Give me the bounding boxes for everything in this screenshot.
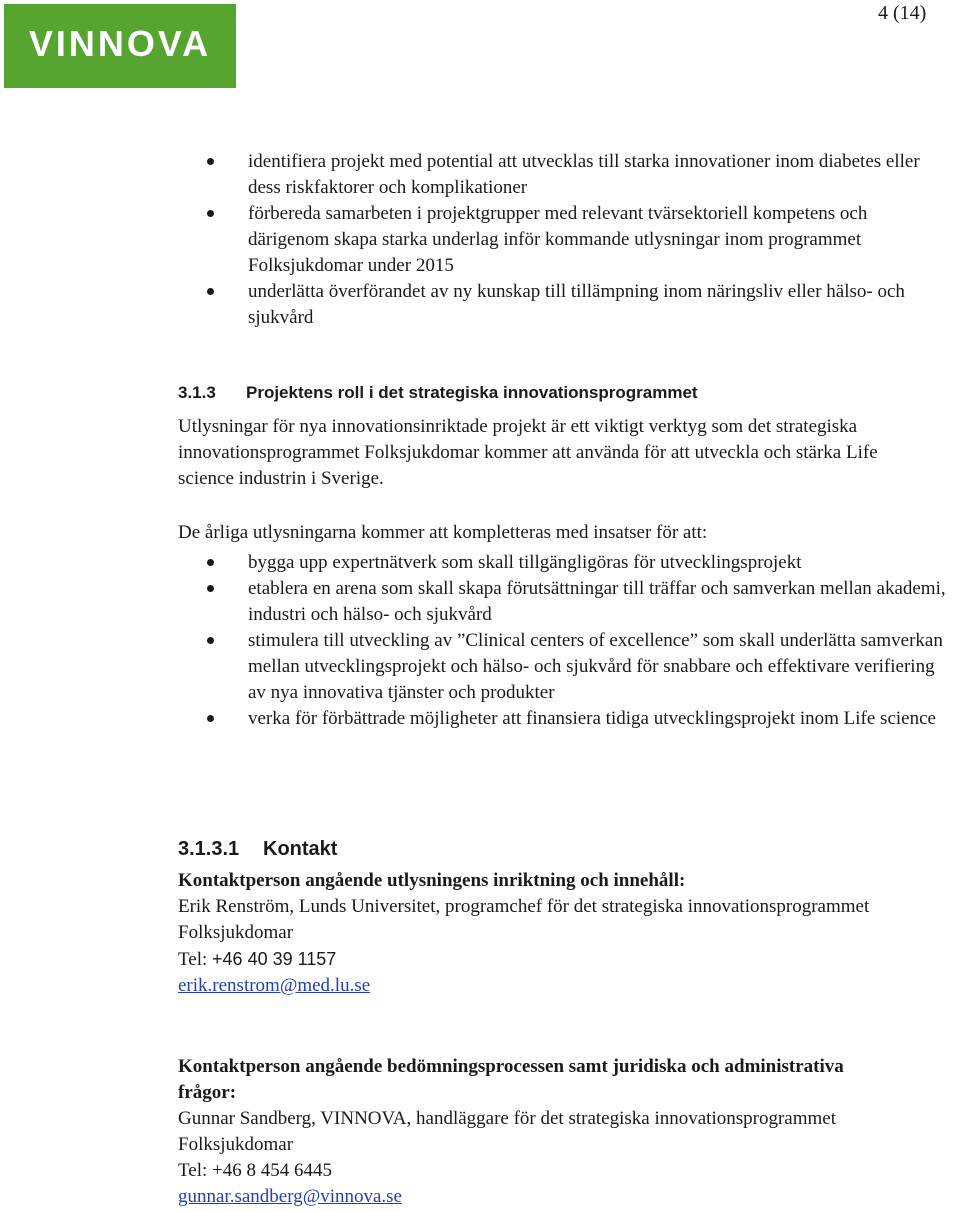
contact-label: Kontaktperson angående utlysningens inriktning och innehåll: [178,870,686,891]
contact-block [178,1054,898,1210]
list-item: identifiera projekt med potential att utvecklas till starka innovationer inom diabetes eller dess riskfaktorer och komplikationer [205,149,925,201]
contact-name: Erik Renström, Lunds Universitet, programchef för det strategiska innovationsprogrammet Folksjukdomar [178,896,870,943]
phone-label: Tel: [178,1160,208,1181]
section-heading [178,383,698,403]
contact-label: Kontaktperson angående bedömningsprocessen samt juridiska och administrativa frågor: [178,1056,844,1103]
list-item: etablera en arena som skall skapa förutsättningar till träffar och samverkan mellan akademi, industri och hälso- och sjukvård [205,576,950,628]
list-item: verka för förbättrade möjligheter att finansiera tidiga utvecklingsprojekt inom Life science [205,706,950,732]
list-item: bygga upp expertnätverk som skall tillgängligöras för utvecklingsprojekt [205,550,950,576]
contact-email-link[interactable]: gunnar.sandberg@vinnova.se [178,1186,402,1207]
kontakt-number: 3.1.3.1 [178,838,240,860]
section-paragraph-intro: De årliga utlysningarna kommer att kompletteras med insatser för att: [178,522,708,543]
contact-phone [178,946,898,973]
logo-text: VINNOVA [28,23,212,64]
phone-number: +46 8 454 6445 [212,1160,332,1181]
list-item: förbereda samarbeten i projektgrupper med relevant tvärsektoriell kompetens och därigenom skapa starka underlag inför kommande utlysningar inom programmet Folksjukdomar under 2015 [205,201,925,279]
contact-block [178,868,898,999]
section-number: 3.1.3 [178,383,216,402]
vinnova-logo [4,4,236,88]
section-title: Projektens roll i det strategiska innovationsprogrammet [246,383,698,402]
vinnova-logo-mark [4,4,236,88]
list-item: underlätta överförandet av ny kunskap till tillämpning inom näringsliv eller hälso- och sjukvård [205,279,925,331]
contact-phone [178,1158,898,1184]
phone-number: +46 40 39 1157 [212,949,337,969]
list-item: stimulera till utveckling av ”Clinical centers of excellence” som skall underlätta samverkan mellan utvecklingsprojekt och hälso- och sjukvård för snabbare och effektivare verifiering av nya innovativa tjänster och produkter [205,628,950,706]
page-number: 4 (14) [878,2,927,24]
kontakt-heading [178,838,337,861]
objectives-list [205,149,925,331]
section-paragraph: Utlysningar för nya innovationsinriktade projekt är ett viktigt verktyg som det strategiska innovationsprogrammet Folksjukdomar kommer att använda för att utveckla och stärka Life science industrin i Sverige. [178,416,878,489]
contact-name: Gunnar Sandberg, VINNOVA, handläggare för det strategiska innovationsprogrammet Folksjukdomar [178,1108,836,1155]
kontakt-title: Kontakt [263,838,338,860]
contact-email-link[interactable]: erik.renstrom@med.lu.se [178,975,371,996]
measures-list [205,550,950,732]
phone-label: Tel: [178,949,208,970]
